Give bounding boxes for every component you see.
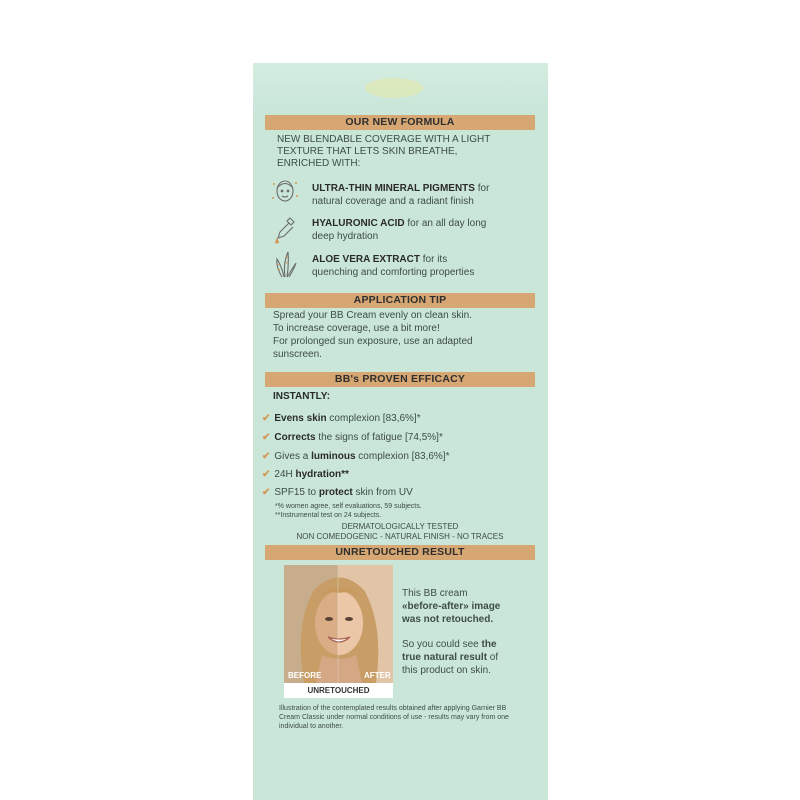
efficacy-item: ✔ 24H hydration** (262, 469, 349, 480)
tip-line-4: sunscreen. (273, 349, 322, 360)
efficacy-item: ✔ Gives a luminous complexion [83,6%]* (262, 451, 450, 462)
unretouched-label: UNRETOUCHED (307, 686, 370, 695)
unretouched-header: UNRETOUCHED RESULT (265, 545, 535, 560)
formula-intro-2: TEXTURE THAT LETS SKIN BREATHE, (277, 146, 458, 157)
unretouched-desc-1: This BB cream «before-after» image was not retouched. (402, 588, 501, 625)
dropper-icon (268, 215, 302, 245)
tip-header: APPLICATION TIP (265, 293, 535, 308)
check-icon: ✔ (262, 487, 271, 498)
before-after-photo (284, 565, 393, 698)
check-icon: ✔ (262, 413, 271, 424)
check-icon: ✔ (262, 432, 271, 443)
efficacy-item: ✔ Evens skin complexion [83,6%]* (262, 413, 421, 424)
instantly-label: INSTANTLY: (273, 391, 331, 402)
box-tab (365, 78, 423, 98)
tested-line-1: DERMATOLOGICALLY TESTED (341, 522, 459, 531)
unretouched-desc-2: So you could see the true natural result of this product on skin. (402, 639, 499, 676)
formula-intro-1: NEW BLENDABLE COVERAGE WITH A LIGHT (277, 134, 491, 145)
face-icon (268, 176, 302, 206)
disclaimer-3: individual to another. (279, 723, 344, 730)
formula-header: OUR NEW FORMULA (265, 115, 535, 130)
disclaimer-2: Cream Classic under normal conditions of use - results may vary from one (279, 714, 509, 721)
tip-line-1: Spread your BB Cream evenly on clean skin. (273, 310, 472, 321)
disclaimer-1: Illustration of the contemplated results obtained after applying Garnier BB (279, 705, 507, 712)
efficacy-item: ✔ Corrects the signs of fatigue [74,5%]* (262, 432, 443, 443)
before-label: BEFORE (288, 671, 322, 680)
efficacy-header: BB's PROVEN EFFICACY (265, 372, 535, 387)
tip-line-3: For prolonged sun exposure, use an adapted (273, 336, 473, 347)
tip-line-2: To increase coverage, use a bit more! (273, 323, 440, 334)
footnote-1: *% women agree, self evaluations, 59 subjects. (275, 503, 422, 510)
efficacy-item: ✔ SPF15 to protect skin from UV (262, 487, 413, 498)
feature-aloe-vera: ALOE VERA EXTRACT for its quenching and comforting properties (312, 254, 475, 278)
after-label: AFTER (364, 671, 391, 680)
face-photo (284, 565, 393, 683)
tested-line-2: NON COMEDOGENIC - NATURAL FINISH - NO TRACES (296, 532, 504, 541)
check-icon: ✔ (262, 451, 271, 462)
feature-mineral-pigments: ULTRA-THIN MINERAL PIGMENTS for natural coverage and a radiant finish (312, 183, 490, 207)
feature-hyaluronic-acid: HYALURONIC ACID for an all day long deep hydration (312, 218, 487, 242)
formula-intro-3: ENRICHED WITH: (277, 158, 361, 169)
aloe-icon (268, 249, 302, 279)
check-icon: ✔ (262, 469, 271, 480)
footnote-2: **Instrumental test on 24 subjects. (275, 512, 382, 519)
